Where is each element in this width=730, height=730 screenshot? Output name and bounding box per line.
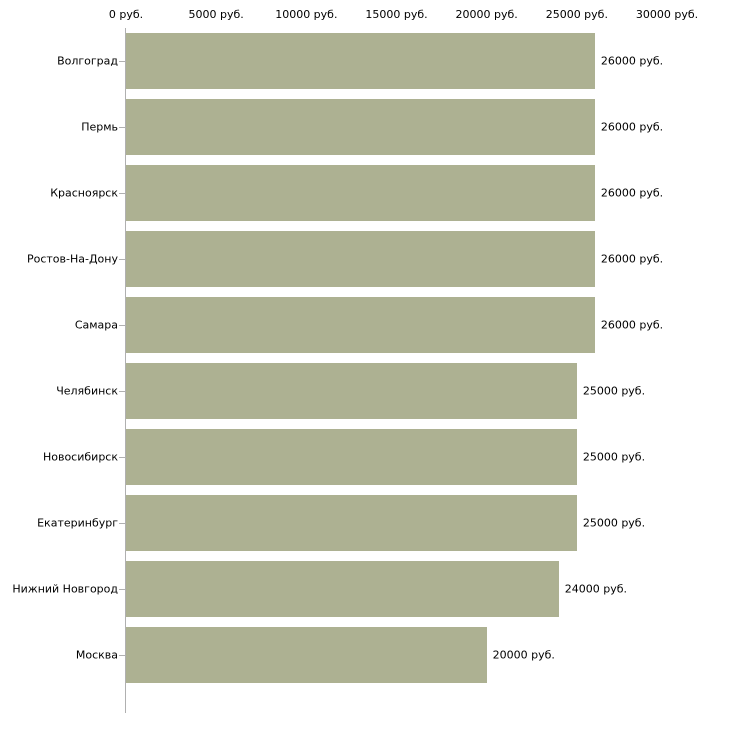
category-label: Красноярск (50, 186, 118, 200)
bar-row (0, 94, 730, 160)
category-label: Челябинск (56, 384, 118, 398)
y-axis-tick (119, 193, 125, 194)
x-axis-tick-label: 0 руб. (108, 8, 144, 21)
y-axis-tick (119, 457, 125, 458)
bar-row (0, 160, 730, 226)
bar-value-label: 24000 руб. (564, 582, 628, 596)
bar[interactable] (126, 99, 595, 155)
category-label: Ростов-На-Дону (26, 252, 118, 266)
bar-row (0, 490, 730, 556)
bar-value-label: 26000 руб. (600, 252, 664, 266)
bar-value-label: 20000 руб. (492, 648, 555, 662)
y-axis-tick (119, 523, 125, 524)
bar-row (0, 424, 730, 490)
x-axis-tick-label: 25000 руб. (545, 8, 608, 21)
category-label: Екатеринбург (37, 516, 118, 530)
category-label: Новосибирск (42, 450, 118, 464)
bar[interactable] (126, 297, 595, 353)
category-label: Пермь (81, 120, 118, 134)
bar-value-label: 26000 руб. (600, 120, 664, 134)
y-axis-tick (119, 61, 125, 62)
bar-row (0, 28, 730, 94)
category-label: Волгоград (57, 54, 118, 68)
bar-value-label: 25000 руб. (582, 516, 646, 530)
y-axis-tick (119, 259, 125, 260)
x-axis-tick-label: 30000 руб. (635, 8, 699, 21)
bar-value-label: 25000 руб. (582, 384, 646, 398)
x-axis-tick-label: 5000 руб. (188, 8, 244, 21)
category-label: Нижний Новгород (12, 582, 118, 596)
bar-value-label: 26000 руб. (600, 186, 664, 200)
y-axis-tick (119, 325, 125, 326)
bar[interactable] (126, 363, 577, 419)
bar-row (0, 292, 730, 358)
bar[interactable] (126, 231, 595, 287)
bar-row (0, 226, 730, 292)
y-axis-tick (119, 391, 125, 392)
bar-value-label: 25000 руб. (582, 450, 646, 464)
x-axis-tick-label: 10000 руб. (275, 8, 338, 21)
bar-row (0, 358, 730, 424)
bar[interactable] (126, 495, 577, 551)
bar[interactable] (126, 429, 577, 485)
category-label: Москва (75, 648, 118, 662)
bar-value-label: 26000 руб. (600, 318, 664, 332)
bar-row (0, 622, 730, 688)
x-axis-tick-label: 20000 руб. (455, 8, 518, 21)
bar-value-label: 26000 руб. (600, 54, 664, 68)
bar[interactable] (126, 627, 487, 683)
y-axis-tick (119, 589, 125, 590)
bar-row (0, 556, 730, 622)
y-axis-tick (119, 127, 125, 128)
category-label: Самара (74, 318, 118, 332)
bar[interactable] (126, 165, 595, 221)
x-axis-tick-label: 15000 руб. (365, 8, 428, 21)
bar[interactable] (126, 561, 559, 617)
y-axis-tick (119, 655, 125, 656)
bar[interactable] (126, 33, 595, 89)
